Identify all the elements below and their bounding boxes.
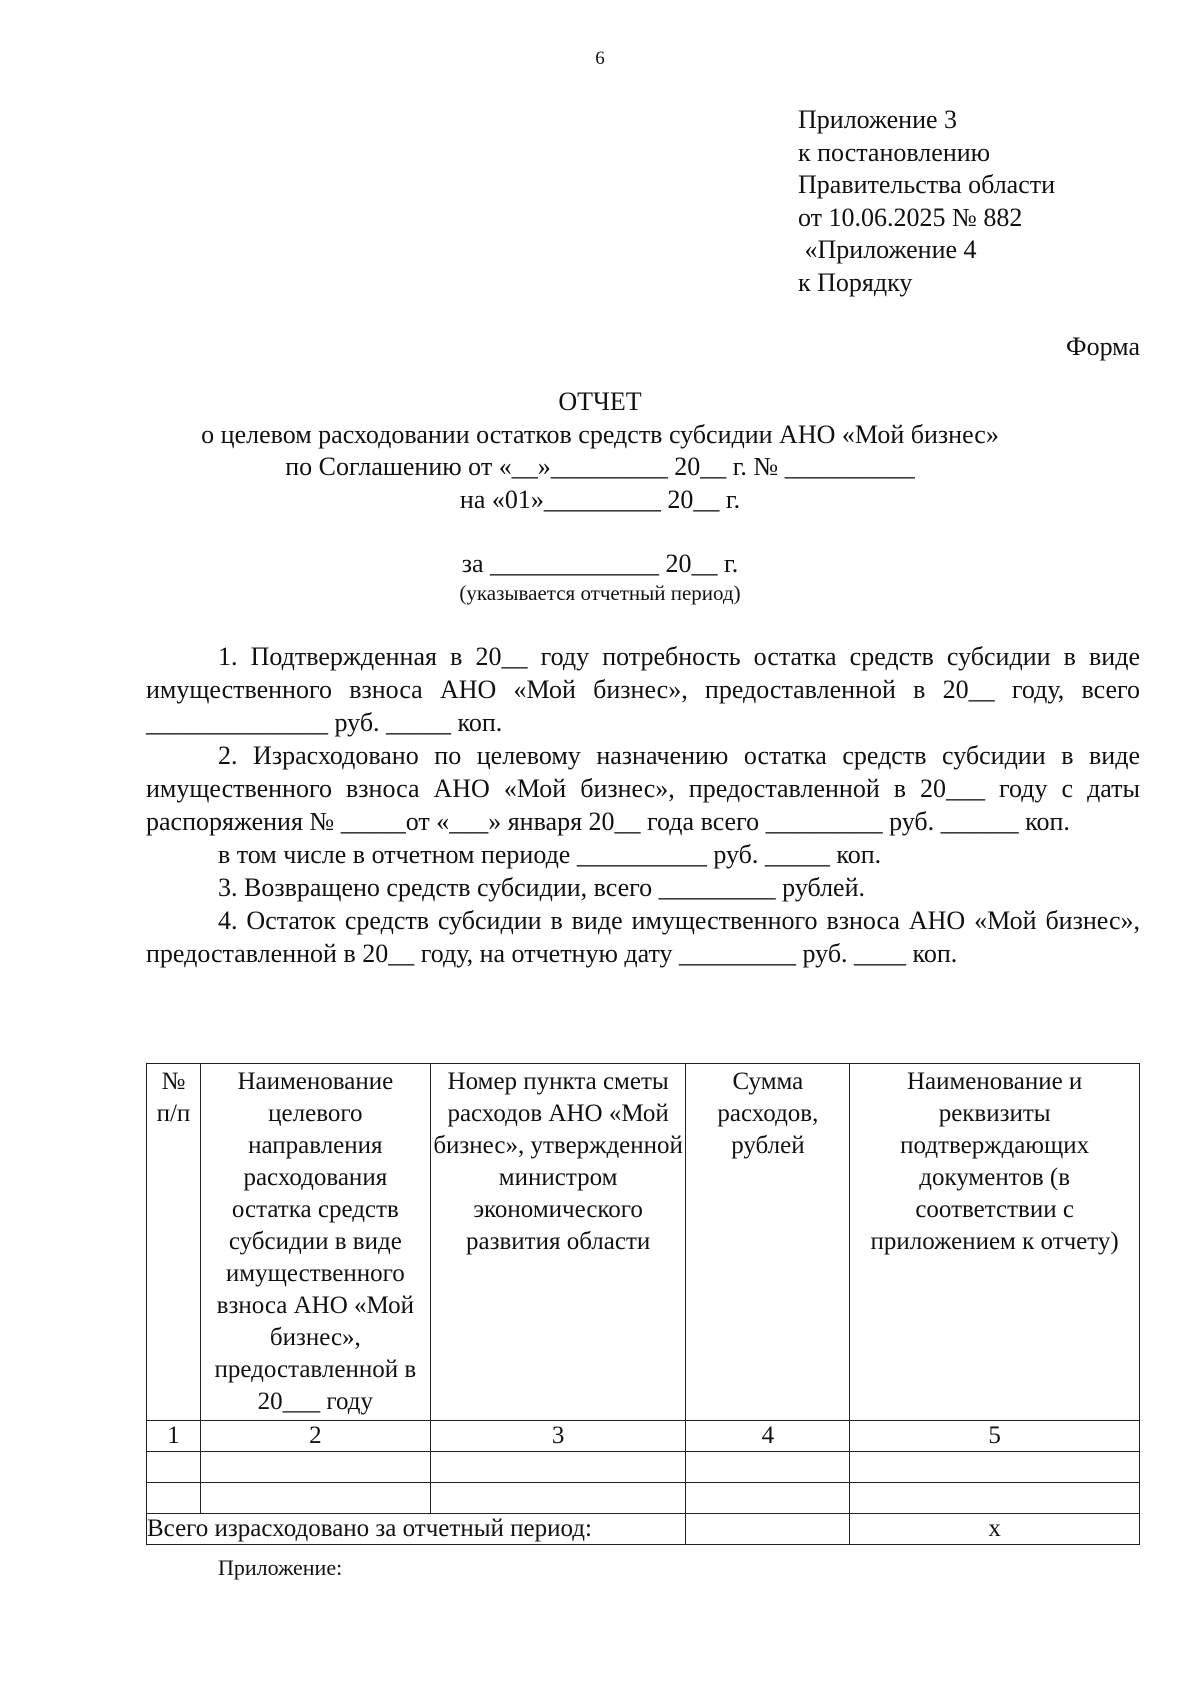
page-number: 6 [595, 48, 605, 69]
table-cell [430, 1483, 686, 1514]
col-header-amount: Сумма расходов, рублей [686, 1064, 850, 1421]
appendix-line: от 10.06.2025 № 882 [798, 202, 1023, 232]
paragraph-2: 2. Израсходовано по целевому назначению остатка средств субсидии в виде имущественного взноса АНО «Мой бизнес», предоставленной в 20___ году с даты распоряжения № _____от «___» января 20__ года всего _________ руб. ______ коп. [146, 741, 1140, 836]
column-number: 2 [200, 1421, 430, 1452]
appendix-line: «Приложение 4 [798, 235, 977, 264]
table-cell [686, 1452, 850, 1483]
total-row [147, 1514, 1140, 1545]
table-cell [147, 1452, 201, 1483]
table-cell [686, 1483, 850, 1514]
appendix-line: Правительства области [798, 170, 1056, 199]
appendix-header [798, 104, 1055, 299]
total-mark: x [850, 1514, 1140, 1545]
table-cell [200, 1452, 430, 1483]
table-header-row [147, 1064, 1140, 1421]
col-header-direction: Наименование целевого направления расходования остатка средств субсидии в виде имущественного взноса АНО «Мой бизнес», предоставленной в 20___ году [200, 1064, 430, 1421]
report-subtitle: о целевом расходовании остатков средств субсидии АНО «Мой бизнес» [201, 420, 999, 449]
report-title: ОТЧЕТ [558, 387, 642, 416]
period-line: за _____________ 20__ г. [461, 549, 739, 578]
table-cell [850, 1452, 1140, 1483]
paragraph-2-sub: в том числе в отчетном периоде __________ руб. _____ коп. [218, 840, 882, 869]
appendix-line: Приложение 3 [798, 105, 958, 134]
period-hint: (указывается отчетный период) [459, 581, 741, 605]
expenditure-table [146, 1063, 1140, 1545]
column-number: 4 [686, 1421, 850, 1452]
paragraph-3: 3. Возвращено средств субсидии, всего _________ рублей. [218, 873, 866, 902]
appendix-line: к Порядку [798, 267, 913, 297]
total-label: Всего израсходовано за отчетный период: [147, 1514, 686, 1545]
as-of-date-line: на «01»_________ 20__ г. [459, 485, 741, 514]
column-number: 3 [430, 1421, 686, 1452]
column-number: 1 [147, 1421, 201, 1452]
table-cell [200, 1483, 430, 1514]
report-body [146, 640, 1140, 970]
table-cell [850, 1483, 1140, 1514]
column-number-row [147, 1421, 1140, 1452]
col-header-estimate-item: Номер пункта сметы расходов АНО «Мой бизнес», утвержденной министром экономического развития области [430, 1064, 686, 1421]
paragraph-4: 4. Остаток средств субсидии в виде имущественного взноса АНО «Мой бизнес», предоставленной в 20__ году, на отчетную дату _________ руб. ____ коп. [146, 906, 1140, 968]
form-label: Форма [1066, 332, 1140, 361]
col-header-number: № п/п [147, 1064, 201, 1421]
total-amount-cell [686, 1514, 850, 1545]
col-header-documents: Наименование и реквизиты подтверждающих документов (в соответствии с приложением к отчету) [850, 1064, 1140, 1421]
attachment-label: Приложение: [218, 1555, 343, 1580]
appendix-line: к постановлению [798, 137, 991, 167]
table-cell [147, 1483, 201, 1514]
table-row [147, 1452, 1140, 1483]
column-number: 5 [850, 1421, 1140, 1452]
table-row [147, 1483, 1140, 1514]
agreement-line: по Соглашению от «__»_________ 20__ г. № __________ [285, 452, 915, 481]
paragraph-1: 1. Подтвержденная в 20__ году потребность остатка средств субсидии в виде имущественного взноса АНО «Мой бизнес», предоставленной в 20__ году, всего ______________ руб. _____ коп. [146, 642, 1140, 737]
table-cell [430, 1452, 686, 1483]
